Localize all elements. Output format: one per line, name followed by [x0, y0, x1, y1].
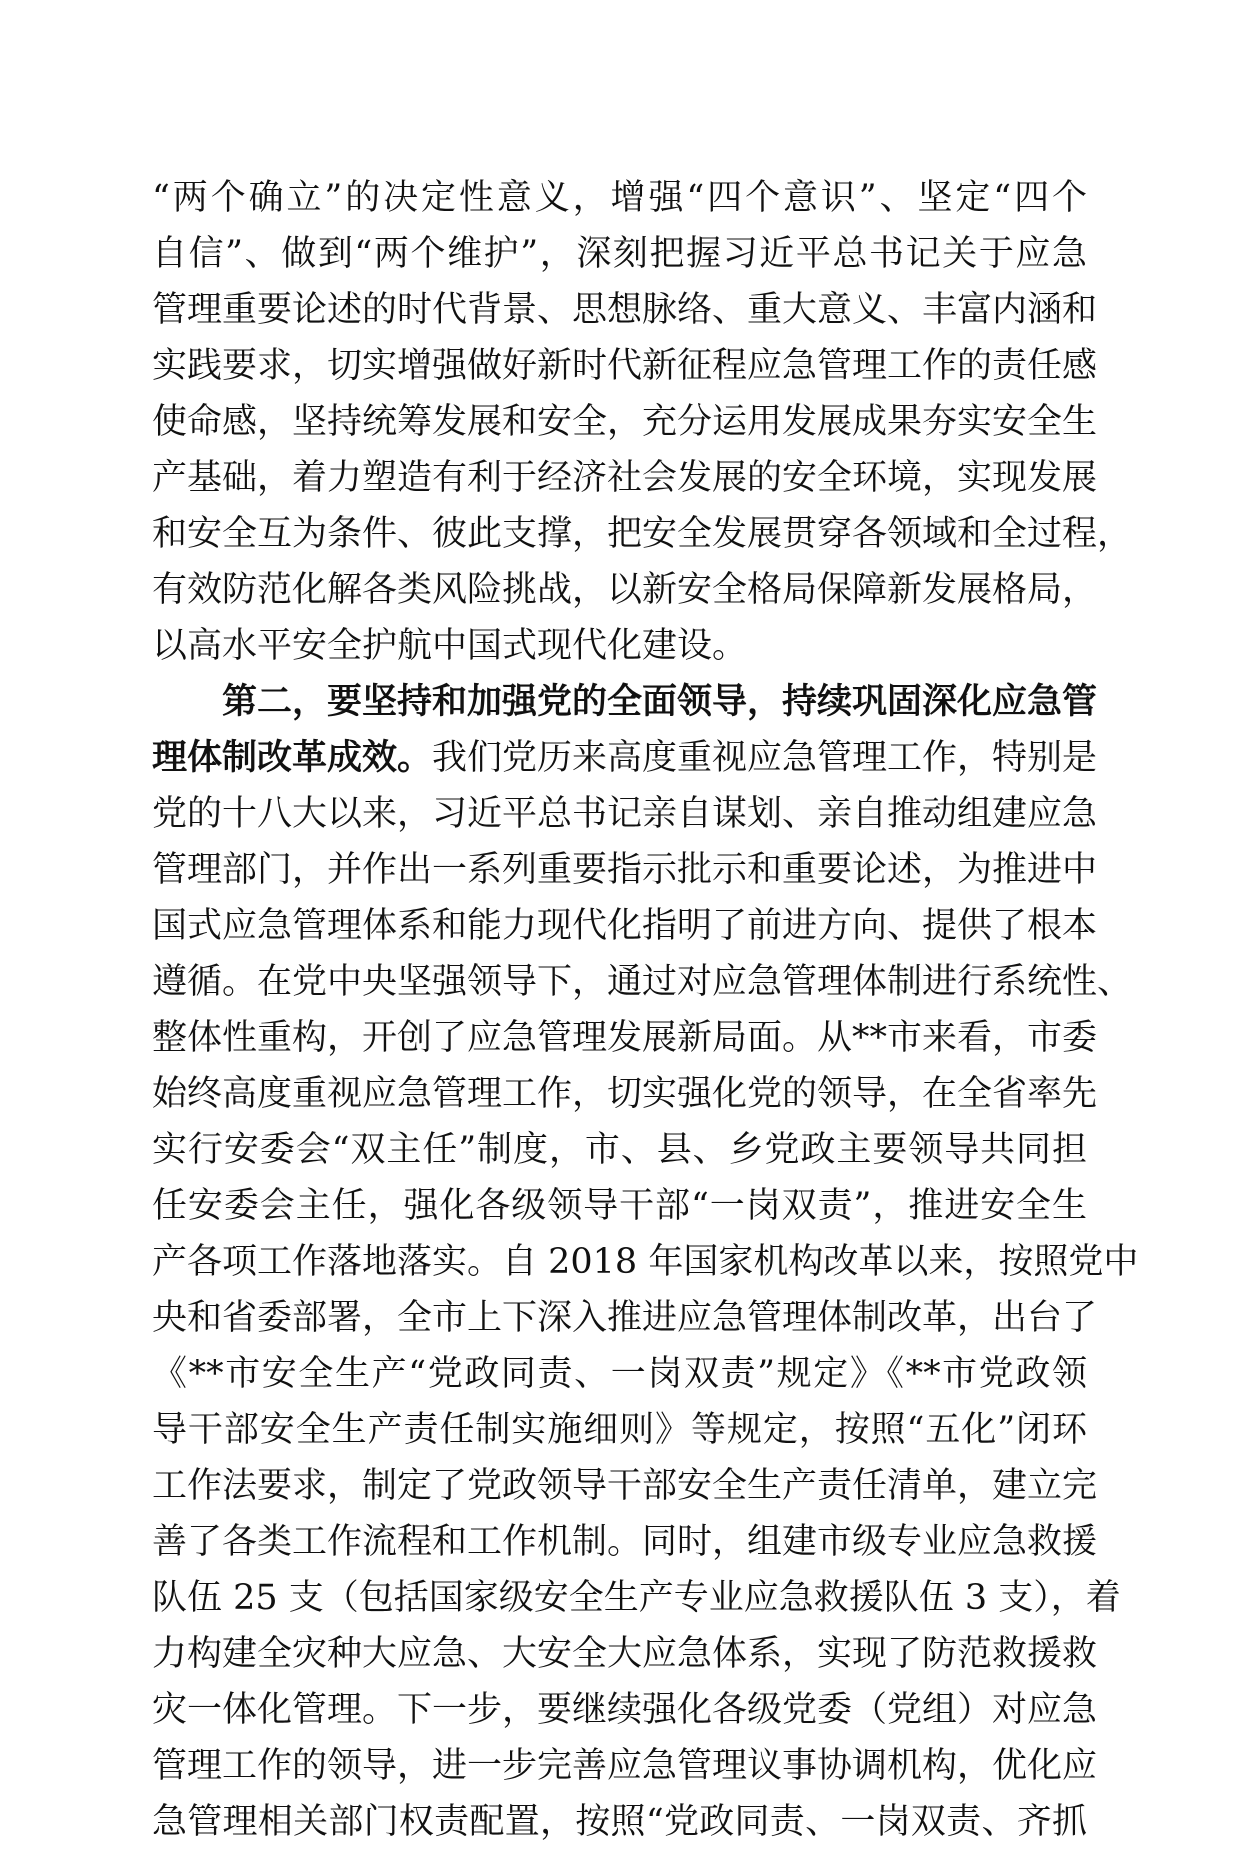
text-line: 央和省委部署，全市上下深入推进应急管理体制改革，出台了 [152, 1298, 1098, 1338]
text-line: 力构建全灾种大应急、大安全大应急体系，实现了防范救援救 [152, 1634, 1098, 1674]
paragraph-1 [152, 170, 1133, 674]
text-line: 导干部安全生产责任制实施细则》等规定，按照“五化”闭环 [152, 1410, 1087, 1450]
text-line: 实行安委会“双主任”制度，市、县、乡党政主要领导共同担 [152, 1130, 1087, 1170]
section-heading: 第二，要坚持和加强党的全面领导，持续巩固深化应急管 [222, 681, 1098, 722]
text-line: 急管理相关部门权责配置，按照“党政同责、一岗双责、齐抓 [152, 1802, 1087, 1842]
text-line: 和安全互为条件、彼此支撑，把安全发展贯穿各领域和全过程， [152, 514, 1133, 554]
text-line: 产基础，着力塑造有利于经济社会发展的安全环境，实现发展 [152, 458, 1098, 498]
text-line: 管理部门，并作出一系列重要指示批示和重要论述，为推进中 [152, 850, 1098, 890]
text-line: 善了各类工作流程和工作机制。同时，组建市级专业应急救援 [152, 1522, 1098, 1562]
document-page [152, 170, 1139, 1850]
text-line: 自信”、做到“两个维护”，深刻把握习近平总书记关于应急 [152, 234, 1087, 274]
text-line: 灾一体化管理。下一步，要继续强化各级党委（党组）对应急 [152, 1690, 1098, 1730]
text-line: 始终高度重视应急管理工作，切实强化党的领导，在全省率先 [152, 1074, 1098, 1114]
text-line: 队伍 25 支（包括国家级安全生产专业应急救援队伍 3 支），着 [152, 1578, 1121, 1618]
text-line: 任安委会主任，强化各级领导干部“一岗双责”，推进安全生 [152, 1186, 1087, 1226]
text-line: 产各项工作落地落实。自 2018 年国家机构改革以来，按照党中 [152, 1242, 1139, 1282]
text-line: 《**市安全生产“党政同责、一岗双责”规定》《**市党政领 [152, 1354, 1087, 1394]
text-line: 党的十八大以来，习近平总书记亲自谋划、亲自推动组建应急 [152, 794, 1098, 834]
text-line: 工作法要求，制定了党政领导干部安全生产责任清单，建立完 [152, 1466, 1098, 1506]
text-line: 整体性重构，开创了应急管理发展新局面。从**市来看，市委 [152, 1018, 1098, 1058]
text-run: 我们党历来高度重视应急管理工作，特别是 [432, 738, 1098, 778]
text-line [152, 730, 1098, 786]
text-line: 管理工作的领导，进一步完善应急管理议事协调机构，优化应 [152, 1746, 1098, 1786]
text-line: 管理重要论述的时代背景、思想脉络、重大意义、丰富内涵和 [152, 290, 1098, 330]
text-line: 以高水平安全护航中国式现代化建设。 [152, 626, 748, 666]
text-line: 实践要求，切实增强做好新时代新征程应急管理工作的责任感 [152, 346, 1098, 386]
section-heading-continued: 理体制改革成效。 [152, 737, 433, 778]
text-line: “两个确立”的决定性意义，增强“四个意识”、坚定“四个 [152, 178, 1087, 218]
paragraph-2 [152, 674, 1139, 1850]
text-line: 使命感，坚持统筹发展和安全，充分运用发展成果夯实安全生 [152, 402, 1098, 442]
text-line: 遵循。在党中央坚强领导下，通过对应急管理体制进行系统性、 [152, 962, 1133, 1002]
text-line: 有效防范化解各类风险挑战，以新安全格局保障新发展格局， [152, 570, 1098, 610]
text-line: 国式应急管理体系和能力现代化指明了前进方向、提供了根本 [152, 906, 1098, 946]
